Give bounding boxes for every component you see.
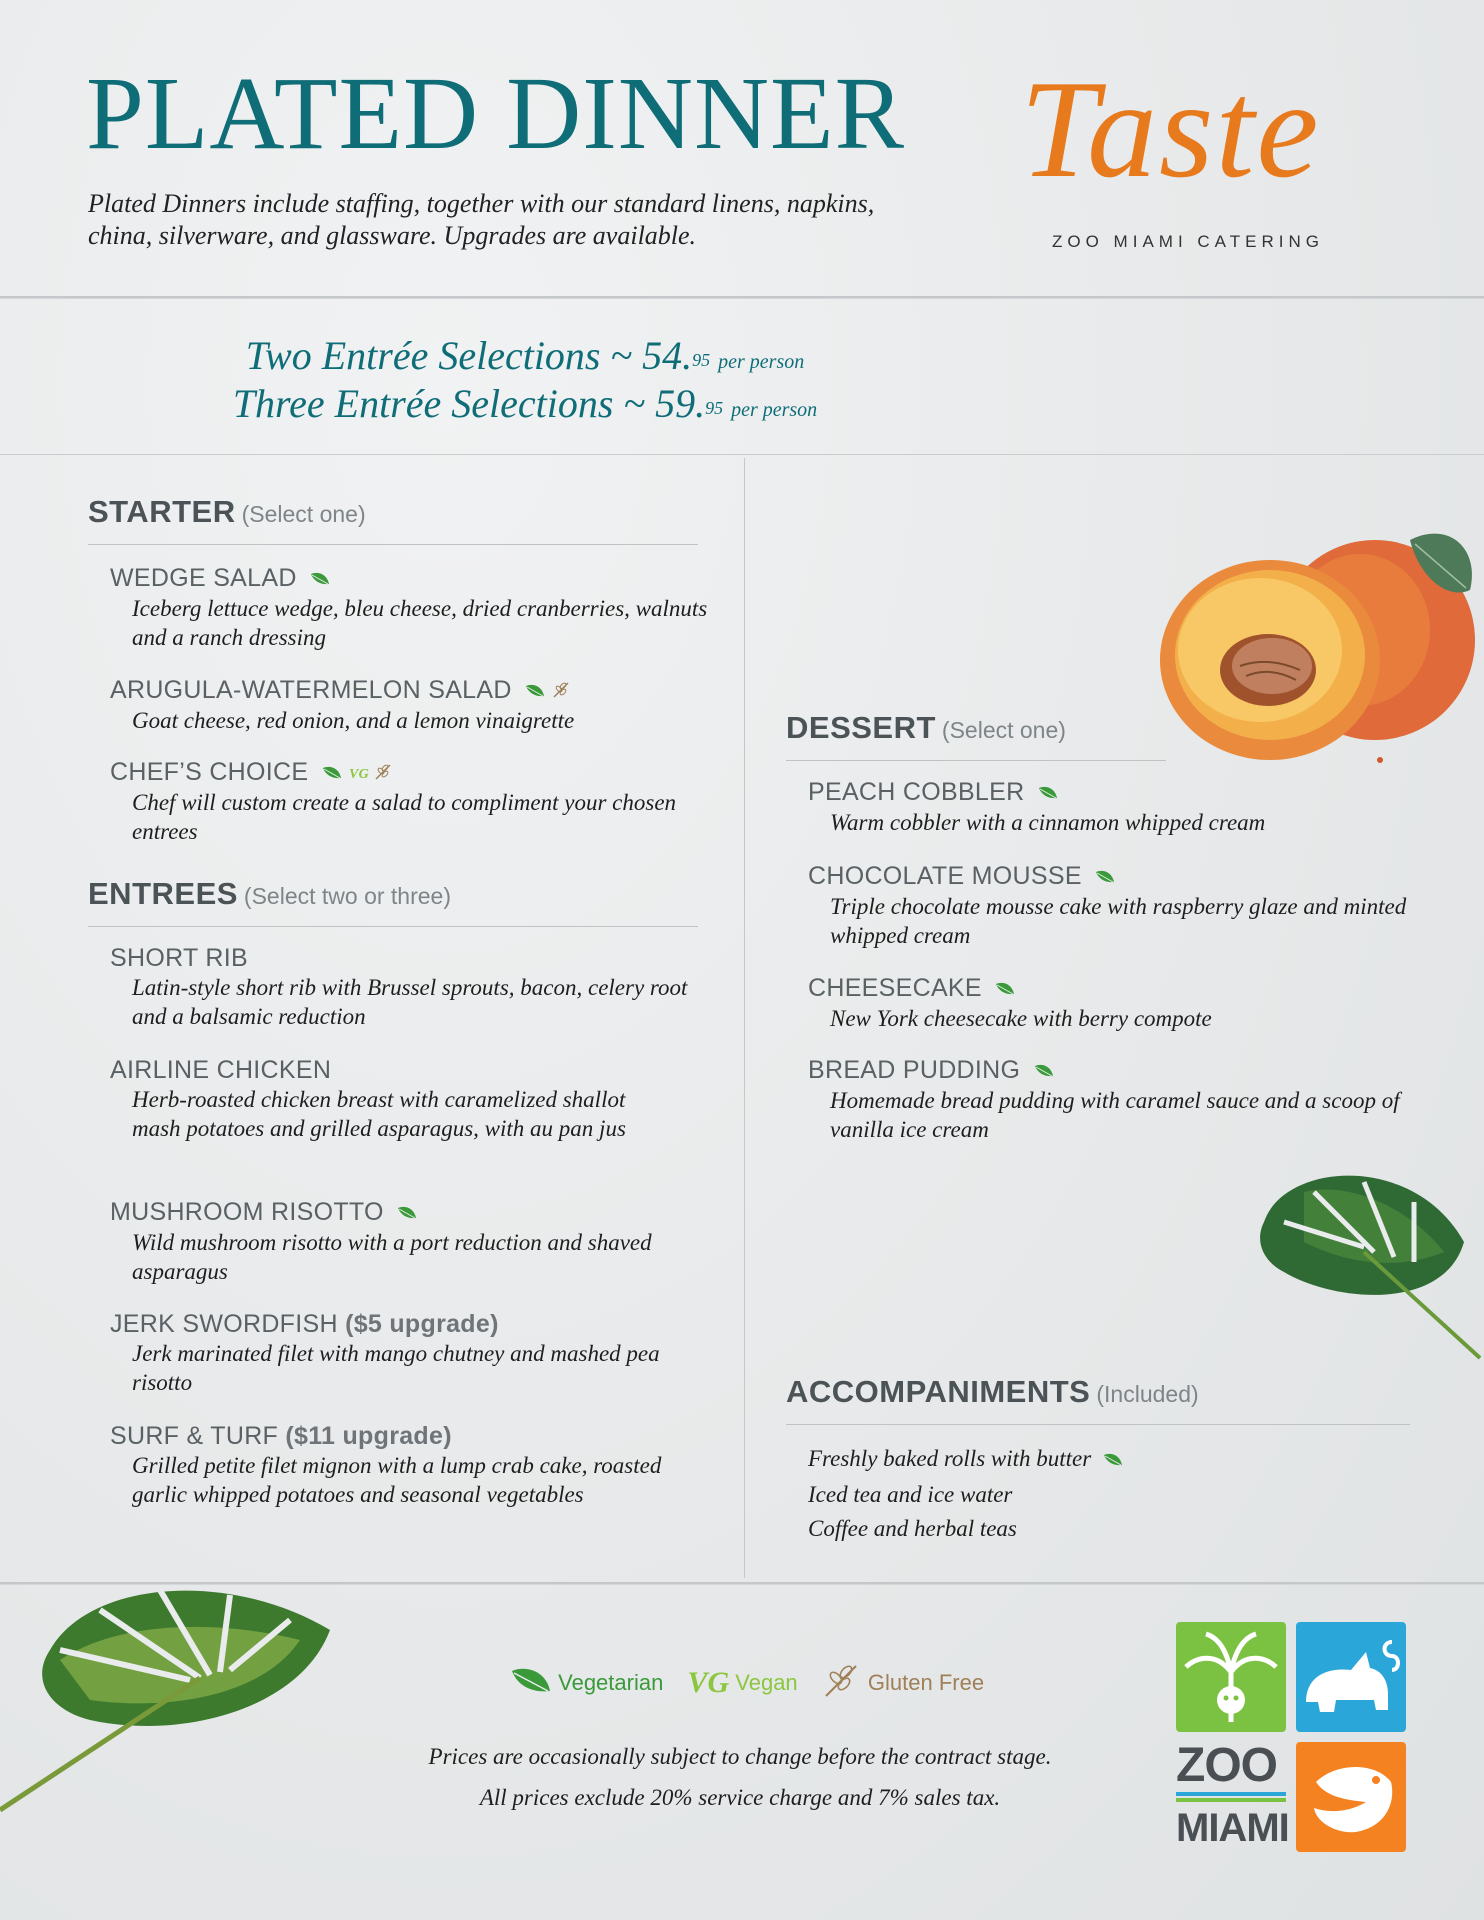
zoo-miami-wordmark [1176,1739,1289,1852]
entree-item-jerk-swordfish [110,1310,710,1397]
item-description: Wild mushroom risotto with a port reduction and shaved asparagus [132,1229,652,1284]
starter-item-chefs-choice [110,758,710,846]
item-name: CHOCOLATE MOUSSE [808,862,1082,890]
footer-line: All prices exclude 20% service charge and 7% sales tax. [479,1785,1001,1810]
legend-gluten-free-label: Gluten Free [867,1670,985,1695]
item-name: JERK SWORDFISH [110,1310,338,1338]
dessert-item-bread-pudding [808,1056,1408,1144]
dessert-heading [786,710,1066,746]
item-description: Triple chocolate mousse cake with raspberry glaze and minted whipped cream [830,893,1407,948]
list-item: Coffee and herbal teas [808,1515,1017,1541]
vegetarian-icon [510,1675,552,1700]
list-item: Iced tea and ice water [808,1481,1013,1507]
starter-item-arugula-salad [110,676,710,735]
section-note: (Select one) [241,501,366,527]
item-name: WEDGE SALAD [110,564,297,592]
accompaniments-list [808,1442,1408,1546]
item-description: Goat cheese, red onion, and a lemon vinaigrette [132,707,575,733]
item-name: CHEESECAKE [808,974,982,1002]
legend-vegan-label: Vegan [735,1670,798,1695]
entree-item-surf-turf [110,1422,710,1509]
item-description: Warm cobbler with a cinnamon whipped cream [830,809,1266,835]
item-description: Homemade bread pudding with caramel sauce and a scoop of vanilla ice cream [830,1087,1400,1142]
alligator-icon [1296,1742,1406,1852]
section-title: ACCOMPANIMENTS [786,1374,1091,1409]
vegetarian-icon [397,1199,417,1228]
dessert-item-chocolate-mousse [808,862,1408,950]
legend-vegetarian-label: Vegetarian [558,1670,664,1695]
item-name: SHORT RIB [110,944,248,972]
upgrade-price: ($11 upgrade) [285,1422,452,1450]
price-two-entrees [0,332,1050,380]
item-description: Jerk marinated filet with mango chutney and mashed pea risotto [132,1341,660,1395]
item-description: Iceberg lettuce wedge, bleu cheese, dried cranberries, walnuts and a ranch dressing [132,595,708,650]
miami-text: MIAMI [1176,1806,1289,1850]
page-title: PLATED DINNER [86,56,905,171]
price-cents: 95 [692,350,711,370]
footer-line: Prices are occasionally subject to change before the contract stage. [428,1744,1052,1769]
item-description: Latin-style short rib with Brussel sprouts, bacon, celery root and a balsamic reduction [132,975,688,1029]
section-note: (Select one) [941,717,1066,743]
monkey-palm-icon [1176,1622,1286,1732]
starter-rule [88,544,698,545]
entrees-rule [88,926,698,927]
monstera-leaf-illustration [1244,1162,1484,1362]
logo-subtitle: ZOO MIAMI CATERING [1052,232,1324,251]
peach-illustration [1150,460,1484,770]
gluten-free-icon [822,1678,862,1703]
intro-text: Plated Dinners include staffing, together with our standard linens, napkins, china, silverware, and glassware. Upgrades are available. [88,189,875,250]
item-description: Chef will custom create a salad to compliment your chosen entrees [132,789,677,844]
zoo-miami-logo [1176,1622,1406,1852]
entrees-heading [88,876,451,912]
item-name: AIRLINE CHICKEN [110,1056,332,1084]
section-title: DESSERT [786,710,936,745]
taste-logo: Taste [1020,52,1321,207]
item-description: Grilled petite filet mignon with a lump crab cake, roasted garlic whipped potatoes and seasonal vegetables [132,1453,662,1507]
item-name: ARUGULA-WATERMELON SALAD [110,676,512,704]
item-description: Herb-roasted chicken breast with caramelized shallot mash potatoes and grilled asparagus, with au pan jus [132,1087,626,1141]
item-name: CHEF’S CHOICE [110,758,309,786]
accompaniments-heading [786,1374,1199,1410]
dessert-item-peach-cobbler [808,778,1408,837]
item-name: MUSHROOM RISOTTO [110,1198,384,1226]
vegetarian-icon [1103,1444,1123,1478]
footer-notes [340,1736,1140,1818]
entree-item-short-rib [110,944,710,1031]
monstera-leaf-left-illustration [0,1560,340,1820]
vegetarian-icon [525,677,545,706]
price-cents: 95 [705,398,724,418]
vegan-icon [349,759,367,788]
section-title: ENTREES [88,876,238,911]
vegetarian-icon [322,759,342,788]
item-description: New York cheesecake with berry compote [830,1005,1212,1031]
dessert-rule [786,760,1166,761]
item-name: BREAD PUDDING [808,1056,1021,1084]
price-three-entrees [0,380,1050,428]
vegetarian-icon [1038,779,1058,808]
vegetarian-icon [1034,1057,1054,1086]
vegan-icon: VG [687,1666,730,1699]
accompaniments-rule [786,1424,1410,1425]
price-label: Three Entrée Selections ~ 59. [232,381,706,426]
starter-item-wedge-salad [110,564,710,652]
column-divider [744,458,745,1578]
price-unit: per person [718,351,805,373]
section-note: (Included) [1096,1381,1199,1407]
section-note: (Select two or three) [243,883,452,909]
starter-heading [88,494,366,530]
svg-text:VG: VG [348,766,369,782]
header-divider [0,296,1484,299]
pricing-divider [0,454,1484,455]
dietary-legend [510,1662,1002,1704]
pricing-block [0,332,1050,428]
accompaniment-text: Freshly baked rolls with butter [808,1446,1092,1471]
item-name: PEACH COBBLER [808,778,1025,806]
item-name: SURF & TURF [110,1422,279,1450]
entree-item-airline-chicken [110,1056,670,1143]
vegetarian-icon [310,565,330,594]
vegetarian-icon [1095,863,1115,892]
dessert-item-cheesecake [808,974,1408,1033]
upgrade-price: ($5 upgrade) [345,1310,499,1338]
zoo-text: ZOO [1176,1739,1277,1792]
price-unit: per person [731,399,818,421]
rhino-flamingo-icon [1296,1622,1406,1732]
gluten-free-icon [374,759,392,788]
entree-item-mushroom-risotto [110,1198,710,1286]
vegetarian-icon [995,975,1015,1004]
section-title: STARTER [88,494,236,529]
price-label: Two Entrée Selections ~ 54. [245,333,693,378]
gluten-free-icon [552,677,570,706]
list-item [808,1442,1408,1478]
